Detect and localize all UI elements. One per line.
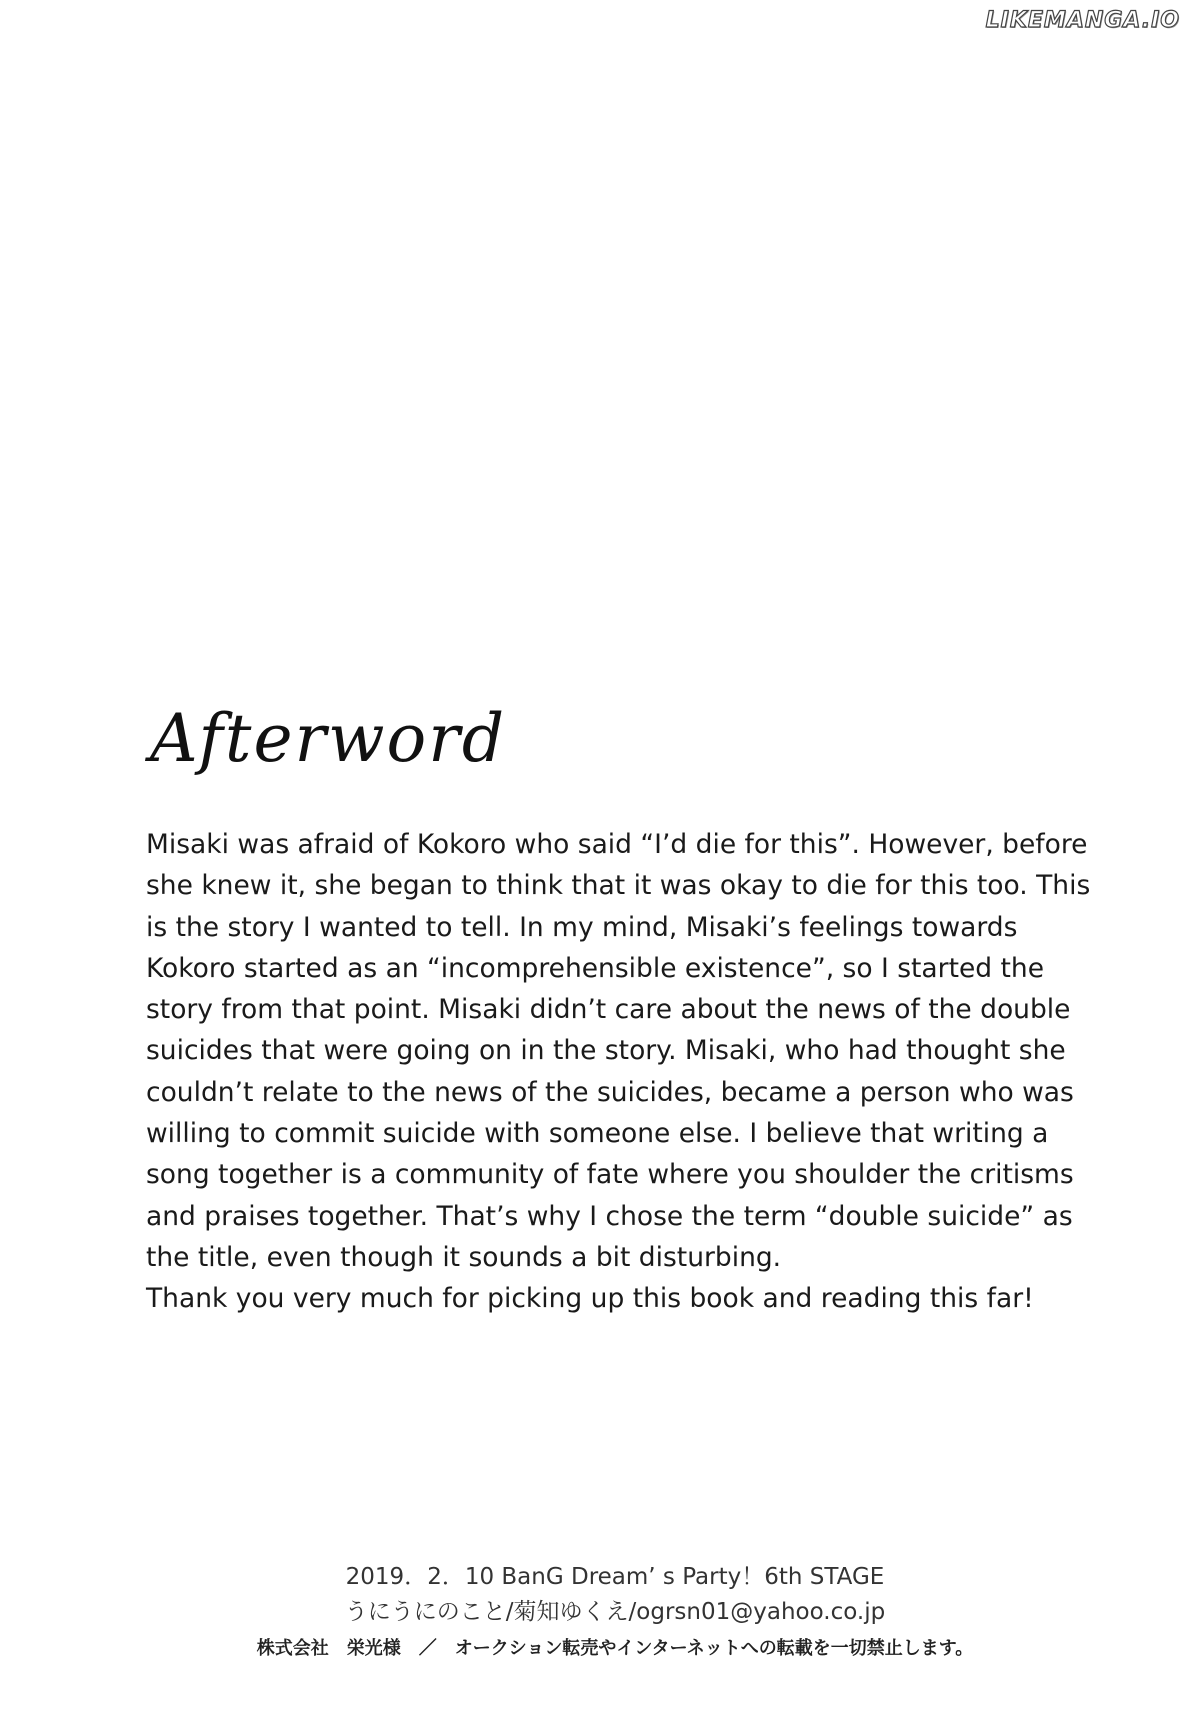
afterword-paragraph: Misaki was afraid of Kokoro who said “I’d die for this”. However, before she knew it, she began to think that it was okay to die for this too. This is the story I wanted to tell. In my mind, Misaki’s feelings towards Kokoro started as an “incomprehensible existence”, so I started the story from that point. Misaki didn’t care about the news of the double suicides that were going on in the story. Misaki, who had thought she couldn’t relate to the news of the suicides, became a person who was willing to commit suicide with someone else. I believe that writing a song together is a community of fate where you shoulder the critisms and praises together. That’s why I chose the term “double suicide” as the title, even though it sounds a bit disturbing.	[146, 829, 1091, 1273]
afterword-body	[146, 824, 1106, 1320]
afterword-thanks: Thank you very much for picking up this book and reading this far!	[146, 1283, 1034, 1315]
colophon-circle: うにうにのこと/菊知ゆくえ/ogrsn01@yahoo.co.jp	[344, 1599, 886, 1625]
page-title: Afterword	[150, 700, 507, 777]
site-watermark: LIKEMANGA.IO	[985, 8, 1180, 33]
colophon-notice: 株式会社 栄光様 ／ オークション転売やインターネットへの転載を一切禁止します。	[256, 1638, 974, 1659]
colophon-event: 2019．2．10 BanG Dream’ s Party！6th STAGE	[345, 1564, 885, 1590]
